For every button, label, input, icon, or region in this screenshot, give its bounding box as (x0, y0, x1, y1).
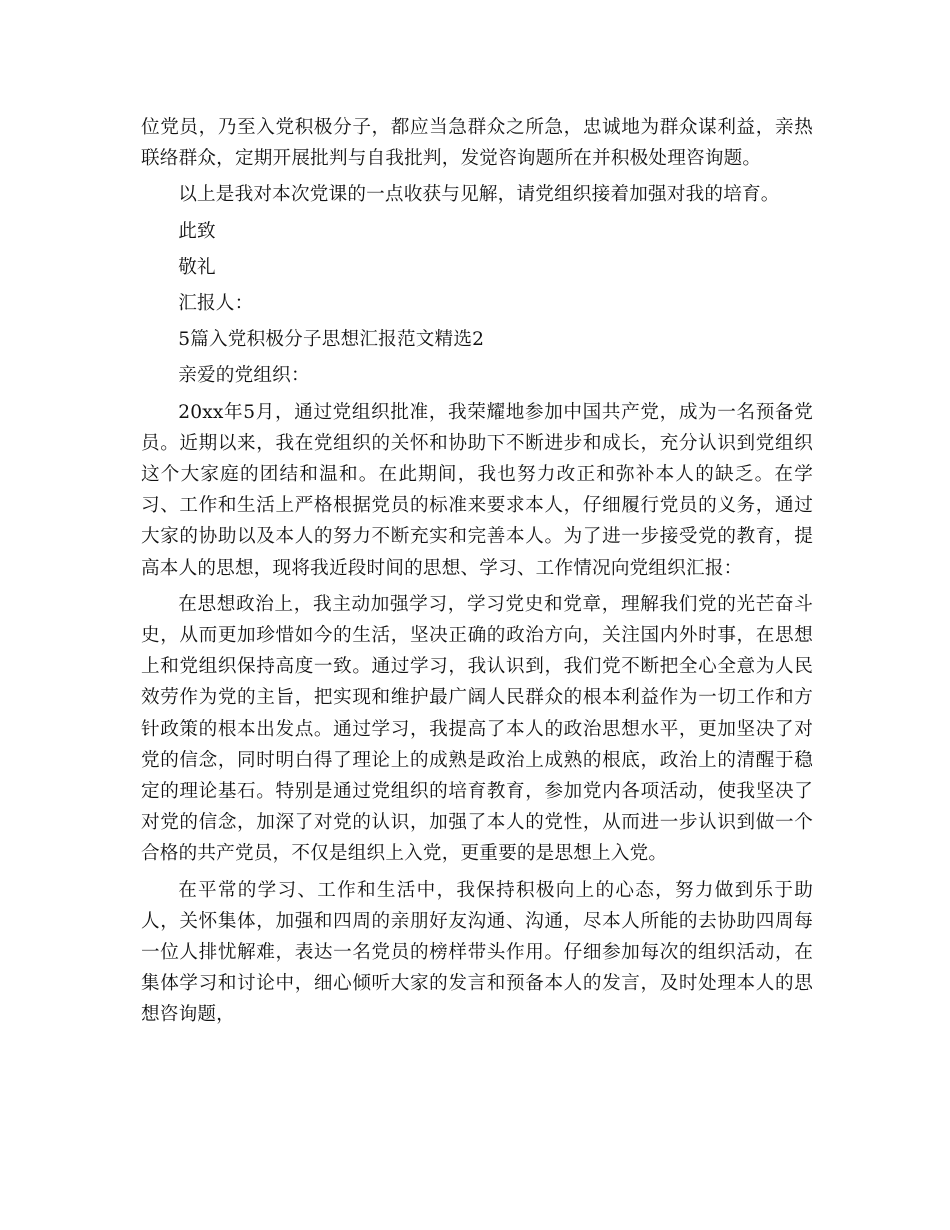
section-title: 5篇入党积极分子思想汇报范文精选2 (178, 329, 485, 351)
body-paragraph: 在思想政治上，我主动加强学习，学习党史和党章，理解我们党的光芒奋斗史，从而更加珍惜如今的生活，坚决正确的政治方向，关注国内外时事，在思想上和党组织保持高度一致。通过学习，我认识到，我们党不断把全心全意为人民效劳作为党的主旨，把实现和维护最广阔人民群众的根本利益作为一切工作和方针政策的根本出发点。通过学习，我提高了本人的政治思想水平，更加坚决了对党的信念，同时明白得了理论上的成熟是政治上成熟的根底，政治上的清醒于稳定的理论基石。特别是通过党组织的培育教育，参加党内各项活动，使我坚决了对党的信念，加深了对党的认识，加强了本人的党性，从而进一步认识到做一个合格的共产党员，不仅是组织上入党，更重要的是思想上入党。 (141, 593, 813, 865)
greeting: 亲爱的党组织： (178, 365, 310, 387)
reporter-label: 汇报人： (178, 293, 254, 315)
body-paragraph: 以上是我对本次党课的一点收获与见解，请党组织接着加强对我的培育。 (178, 184, 780, 206)
document-page (141, 112, 813, 1031)
closing-salutation: 此致 (178, 220, 216, 242)
body-paragraph: 20xx年5月，通过党组织批准，我荣耀地参加中国共产党，成为一名预备党员。近期以来，我在党组织的关怀和协助下不断进步和成长，充分认识到党组织这个大家庭的团结和温和。在此期间，我也努力改正和弥补本人的缺乏。在学习、工作和生活上严格根据党员的标准来要求本人，仔细履行党员的义务，通过大家的协助以及本人的努力不断充实和完善本人。为了进一步接受党的教育，提高本人的思想，现将我近段时间的思想、学习、工作情况向党组织汇报： (141, 401, 813, 579)
body-paragraph: 在平常的学习、工作和生活中，我保持积极向上的心态，努力做到乐于助人，关怀集体，加强和四周的亲朋好友沟通、沟通，尽本人所能的去协助四周每一位人排忧解难，表达一名党员的榜样带头作用。仔细参加每次的组织活动，在集体学习和讨论中，细心倾听大家的发言和预备本人的发言，及时处理本人的思想咨询题， (141, 879, 813, 1026)
closing-regards: 敬礼 (178, 256, 216, 278)
body-paragraph: 位党员，乃至入党积极分子，都应当急群众之所急，忠诚地为群众谋利益，亲热联络群众，定期开展批判与自我批判，发觉咨询题所在并积极处理咨询题。 (141, 117, 813, 170)
